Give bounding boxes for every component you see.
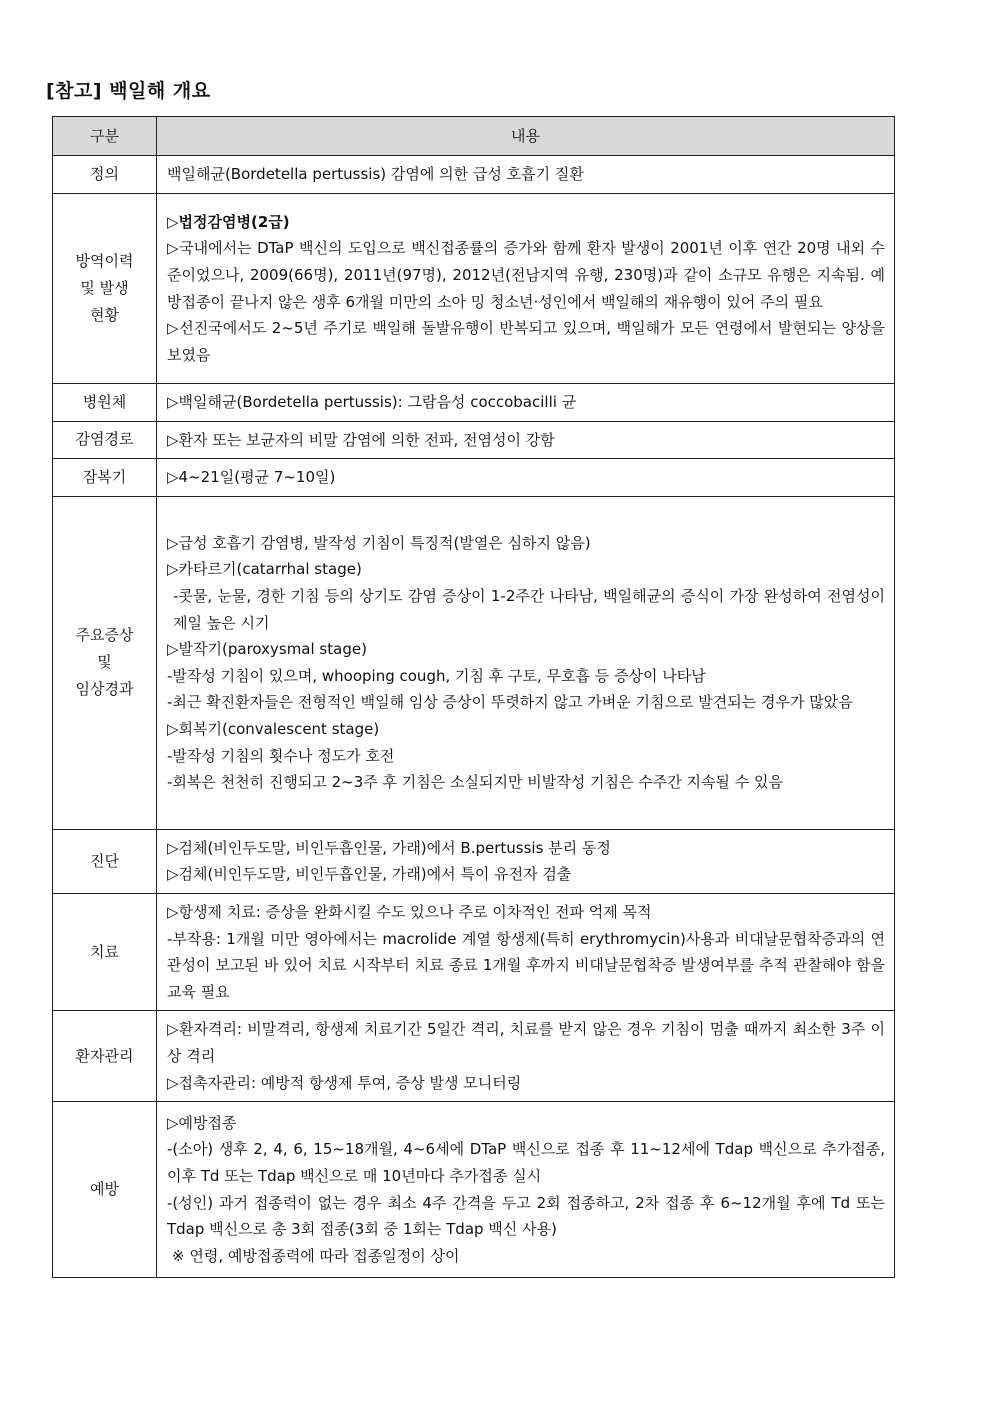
- header-content: 내용: [157, 117, 895, 156]
- content-line: ▷예방접종: [167, 1113, 237, 1132]
- table-row: [53, 1011, 895, 1102]
- row-label-line: 병원체: [82, 392, 127, 411]
- row-content: [157, 194, 895, 384]
- content-line: -발작성 기침의 횟수나 정도가 호전: [167, 746, 395, 765]
- row-label: [53, 1011, 157, 1102]
- row-label-line: 정의: [90, 165, 119, 183]
- table-row: [53, 893, 895, 1010]
- row-label: [53, 384, 157, 422]
- content-line: ▷4~21일(평균 7~10일): [167, 468, 336, 487]
- table-row: [53, 496, 895, 829]
- row-label-line: 현황: [90, 306, 119, 324]
- row-label: [53, 893, 157, 1010]
- row-label: [53, 459, 157, 497]
- table-header-row: [53, 117, 895, 156]
- content-line: ▷급성 호흡기 감염병, 발작성 기침이 특징적(발열은 심하지 않음): [167, 533, 591, 552]
- table-row: [53, 1102, 895, 1278]
- content-line: ▷회복기(convalescent stage): [167, 719, 380, 738]
- table-row: [53, 194, 895, 384]
- row-content: [157, 829, 895, 893]
- content-line: -(소아) 생후 2, 4, 6, 15~18개월, 4~6세에 DTaP 백신으로 접종 후 11~12세에 Tdap 백신으로 추가접종, 이후 Td 또는 Tdap 백신으로 매 10년마다 추가접종 실시: [167, 1140, 885, 1186]
- content-line: ▷환자 또는 보균자의 비말 감염에 의한 전파, 전염성이 강함: [167, 430, 555, 449]
- row-label: [53, 194, 157, 384]
- row-label-line: 임상경과: [75, 680, 134, 699]
- content-line: ▷환자격리: 비말격리, 항생제 치료기간 5일간 격리, 치료를 받지 않은 경우 기침이 멈출 때까지 최소한 3주 이상 격리: [167, 1020, 885, 1065]
- row-label: [53, 156, 157, 194]
- row-label-line: 예방: [90, 1180, 119, 1199]
- content-line: -회복은 천천히 진행되고 2~3주 후 기침은 소실되지만 비발작성 기침은 수주간 지속될 수 있음: [167, 773, 783, 792]
- content-line: ▷검체(비인두도말, 비인두흡인물, 가래)에서 B.pertussis 분리 동정: [167, 838, 611, 857]
- content-line: -콧물, 눈물, 경한 기침 등의 상기도 감염 증상이 1-2주간 나타남, 백일해균의 증식이 가장 완성하여 전염성이 제일 높은 시기: [173, 587, 885, 632]
- row-label: [53, 1102, 157, 1278]
- content-line: -부작용: 1개월 미만 영아에서는 macrolide 계열 항생제(특히 erythromycin)사용과 비대날문협착증과의 연관성이 보고된 바 있어 치료 시작부터 치료 종료 1개월 후까지 비대날문협착증 발생여부를 추적 관찰해야 함을 교육 필요: [167, 929, 885, 1001]
- content-line: ▷항생제 치료: 증상을 완화시킬 수도 있으나 주로 이차적인 전파 억제 목적: [167, 902, 652, 921]
- content-line: ▷접촉자관리: 예방적 항생제 투여, 증상 발생 모니터링: [167, 1073, 522, 1092]
- row-label-line: 감염경로: [75, 430, 134, 449]
- content-line: ▷국내에서는 DTaP 백신의 도입으로 백신접종률의 증가와 함께 환자 발생이 2001년 이후 연간 20명 내외 수준이었으나, 2009(66명), 2011년(97명), 2012년(전남지역 유행, 230명)과 같이 소규모 유행은 지속됨. 예방접종이 끝나지 않은 생후 6개월 미만의 소아 밍 청소년·성인에서 백일해의 재유행이 있어 주의 필요: [167, 239, 885, 311]
- content-line: ▷발작기(paroxysmal stage): [167, 640, 367, 659]
- row-content: [157, 384, 895, 422]
- row-content: [157, 1102, 895, 1278]
- row-label-line: 치료: [90, 942, 119, 961]
- row-content: [157, 1011, 895, 1102]
- pertussis-overview-table: [52, 116, 895, 1278]
- content-line: ▷선진국에서도 2~5년 주기로 백일해 돌발유행이 반복되고 있으며, 백일해가 모든 연령에서 발현되는 양상을 보였음: [167, 319, 885, 364]
- content-line: ▷검체(비인두도말, 비인두흡인물, 가래)에서 특이 유전자 검출: [167, 865, 572, 884]
- row-label-line: 진단: [90, 851, 119, 870]
- content-line: -발작성 기침이 있으며, whooping cough, 기침 후 구토, 무호흡 등 증상이 나타남: [167, 666, 706, 685]
- content-line: ▷백일해균(Bordetella pertussis): 그람음성 coccobacilli 균: [167, 393, 577, 411]
- row-label: [53, 421, 157, 459]
- row-label-line: 방역이력: [75, 252, 134, 270]
- row-label-line: 잠복기: [82, 467, 127, 486]
- content-line: 백일해균(Bordetella pertussis) 감염에 의한 급성 호흡기 질환: [167, 165, 584, 184]
- row-content: [157, 496, 895, 829]
- page-title: [참고] 백일해 개요: [46, 80, 211, 102]
- row-label: [53, 496, 157, 829]
- content-line: ▷법정감염병(2급): [167, 212, 290, 231]
- row-label-line: 및 발생: [80, 279, 129, 297]
- row-label-line: 환자관리: [75, 1046, 134, 1065]
- row-label: [53, 829, 157, 893]
- content-line: ▷카타르기(catarrhal stage): [167, 560, 362, 579]
- row-content: [157, 893, 895, 1010]
- row-content: [157, 421, 895, 459]
- row-label-line: 및: [97, 653, 112, 672]
- table-row: [53, 384, 895, 422]
- table-row: [53, 829, 895, 893]
- row-label-line: 주요증상: [75, 626, 134, 645]
- content-line: -(성인) 과거 접종력이 없는 경우 최소 4주 간격을 두고 2회 접종하고, 2차 접종 후 6~12개월 후에 Td 또는 Tdap 백신으로 총 3회 접종(3회 중 1회는 Tdap 백신 사용): [167, 1193, 885, 1239]
- row-content: [157, 459, 895, 497]
- table-row: [53, 421, 895, 459]
- content-line: ※ 연령, 예방접종력에 따라 접종일정이 상이: [172, 1246, 460, 1265]
- content-line: -최근 확진환자들은 전형적인 백일해 임상 증상이 뚜렷하지 않고 가벼운 기침으로 발견되는 경우가 많았음: [167, 693, 853, 712]
- header-category: 구분: [53, 117, 157, 156]
- row-content: [157, 156, 895, 194]
- table-row: [53, 459, 895, 497]
- table-row: [53, 156, 895, 194]
